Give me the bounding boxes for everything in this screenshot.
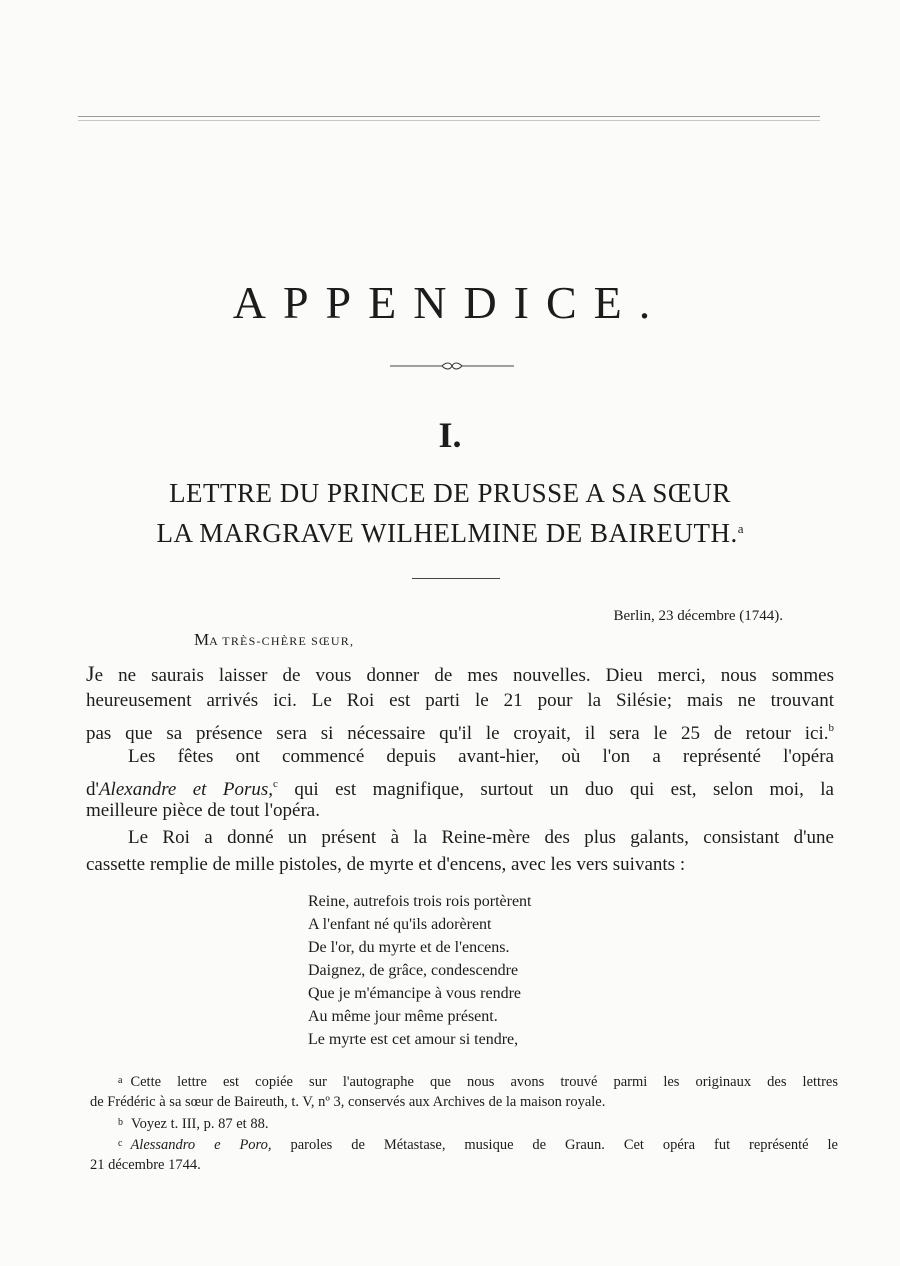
footnote-a-mark: a — [118, 1075, 123, 1086]
footnote-c-line-1 — [118, 1134, 838, 1154]
footnote-c-mark: c — [118, 1138, 123, 1149]
body-line-4: Les fêtes ont commencé depuis avant-hier, où l'on a représenté l'opéra — [128, 746, 834, 767]
heading-line-2 — [0, 518, 900, 549]
body-line-8: cassette remplie de mille pistoles, de myrte et d'encens, avec les vers suivants : — [86, 854, 686, 875]
body-line-7: Le Roi a donné un présent à la Reine-mère des plus galants, consistant d'une — [128, 827, 834, 848]
opera-title: Alexandre et Porus, — [98, 779, 274, 800]
footnote-text: paroles de Métastase, musique de Graun. Cet opéra fut représenté le — [271, 1137, 838, 1153]
drop-cap: J — [86, 661, 95, 686]
body-line-6: meilleure pièce de tout l'opéra. — [86, 800, 320, 821]
body-line-5 — [86, 771, 834, 800]
heading-line-2-text: LA MARGRAVE WILHELMINE DE BAIREUTH. — [156, 518, 738, 548]
short-rule — [412, 578, 500, 579]
dateline: Berlin, 23 décembre (1744). — [613, 608, 783, 624]
ornament-divider — [390, 360, 514, 372]
body-line-2: heureusement arrivés ici. Le Roi est parti le 21 pour la Silésie; mais ne trouvant — [86, 690, 834, 711]
footnote-c-line-2: 21 décembre 1744. — [90, 1157, 201, 1173]
salutation-initial: M — [194, 630, 210, 649]
top-rule-secondary — [78, 120, 820, 121]
footnote-c-title: Alessandro e Poro, — [130, 1137, 272, 1153]
verse-line: Daignez, de grâce, condescendre — [308, 962, 519, 979]
note-mark-b: b — [828, 722, 834, 734]
verse-line: De l'or, du myrte et de l'encens. — [308, 939, 510, 956]
verse-block — [308, 890, 532, 1051]
verse-line: Que je m'émancipe à vous rendre — [308, 985, 522, 1002]
footnote-b-mark: b — [118, 1117, 123, 1128]
footnote-text: Voyez t. III, p. 87 et 88. — [131, 1116, 269, 1132]
line-text: e ne saurais laisser de vous donner de mes nouvelles. Dieu merci, nous sommes — [94, 665, 834, 686]
verse-line: Reine, autrefois trois rois portèrent — [308, 893, 532, 910]
body-line-3 — [86, 715, 834, 744]
salutation-rest: A TRÈS-CHÈRE SŒUR, — [209, 634, 355, 648]
line-text: qui est magnifique, surtout un duo qui est, selon moi, la — [277, 779, 834, 800]
footnote-b — [118, 1113, 838, 1133]
page-title: APPENDICE. — [232, 277, 668, 328]
verse-line: A l'enfant né qu'ils adorèrent — [308, 916, 492, 933]
footnote-text: Cette lettre est copiée sur l'autographe que nous avons trouvé parmi les originaux des lettres — [130, 1074, 838, 1090]
heading-line-1: LETTRE DU PRINCE DE PRUSSE A SA SŒUR — [169, 478, 731, 508]
heading-note-mark: a — [737, 521, 744, 536]
line-prefix: d' — [86, 779, 99, 800]
line-text: pas que sa présence sera si nécessaire qu'il le croyait, il sera le 25 de retour ici. — [86, 723, 829, 744]
footnote-a-line-1 — [118, 1071, 838, 1091]
footnote-a-line-2: de Frédéric à sa sœur de Baireuth, t. V, nº 3, conservés aux Archives de la maison royale. — [90, 1094, 606, 1110]
verse-line: Le myrte est cet amour si tendre, — [308, 1031, 519, 1048]
verse-line: Au même jour même présent. — [308, 1008, 498, 1025]
salutation — [194, 630, 354, 650]
body-line-1 — [86, 661, 834, 687]
note-mark-c: c — [273, 778, 278, 790]
section-numeral: I. — [438, 415, 462, 455]
top-rule — [78, 116, 820, 117]
